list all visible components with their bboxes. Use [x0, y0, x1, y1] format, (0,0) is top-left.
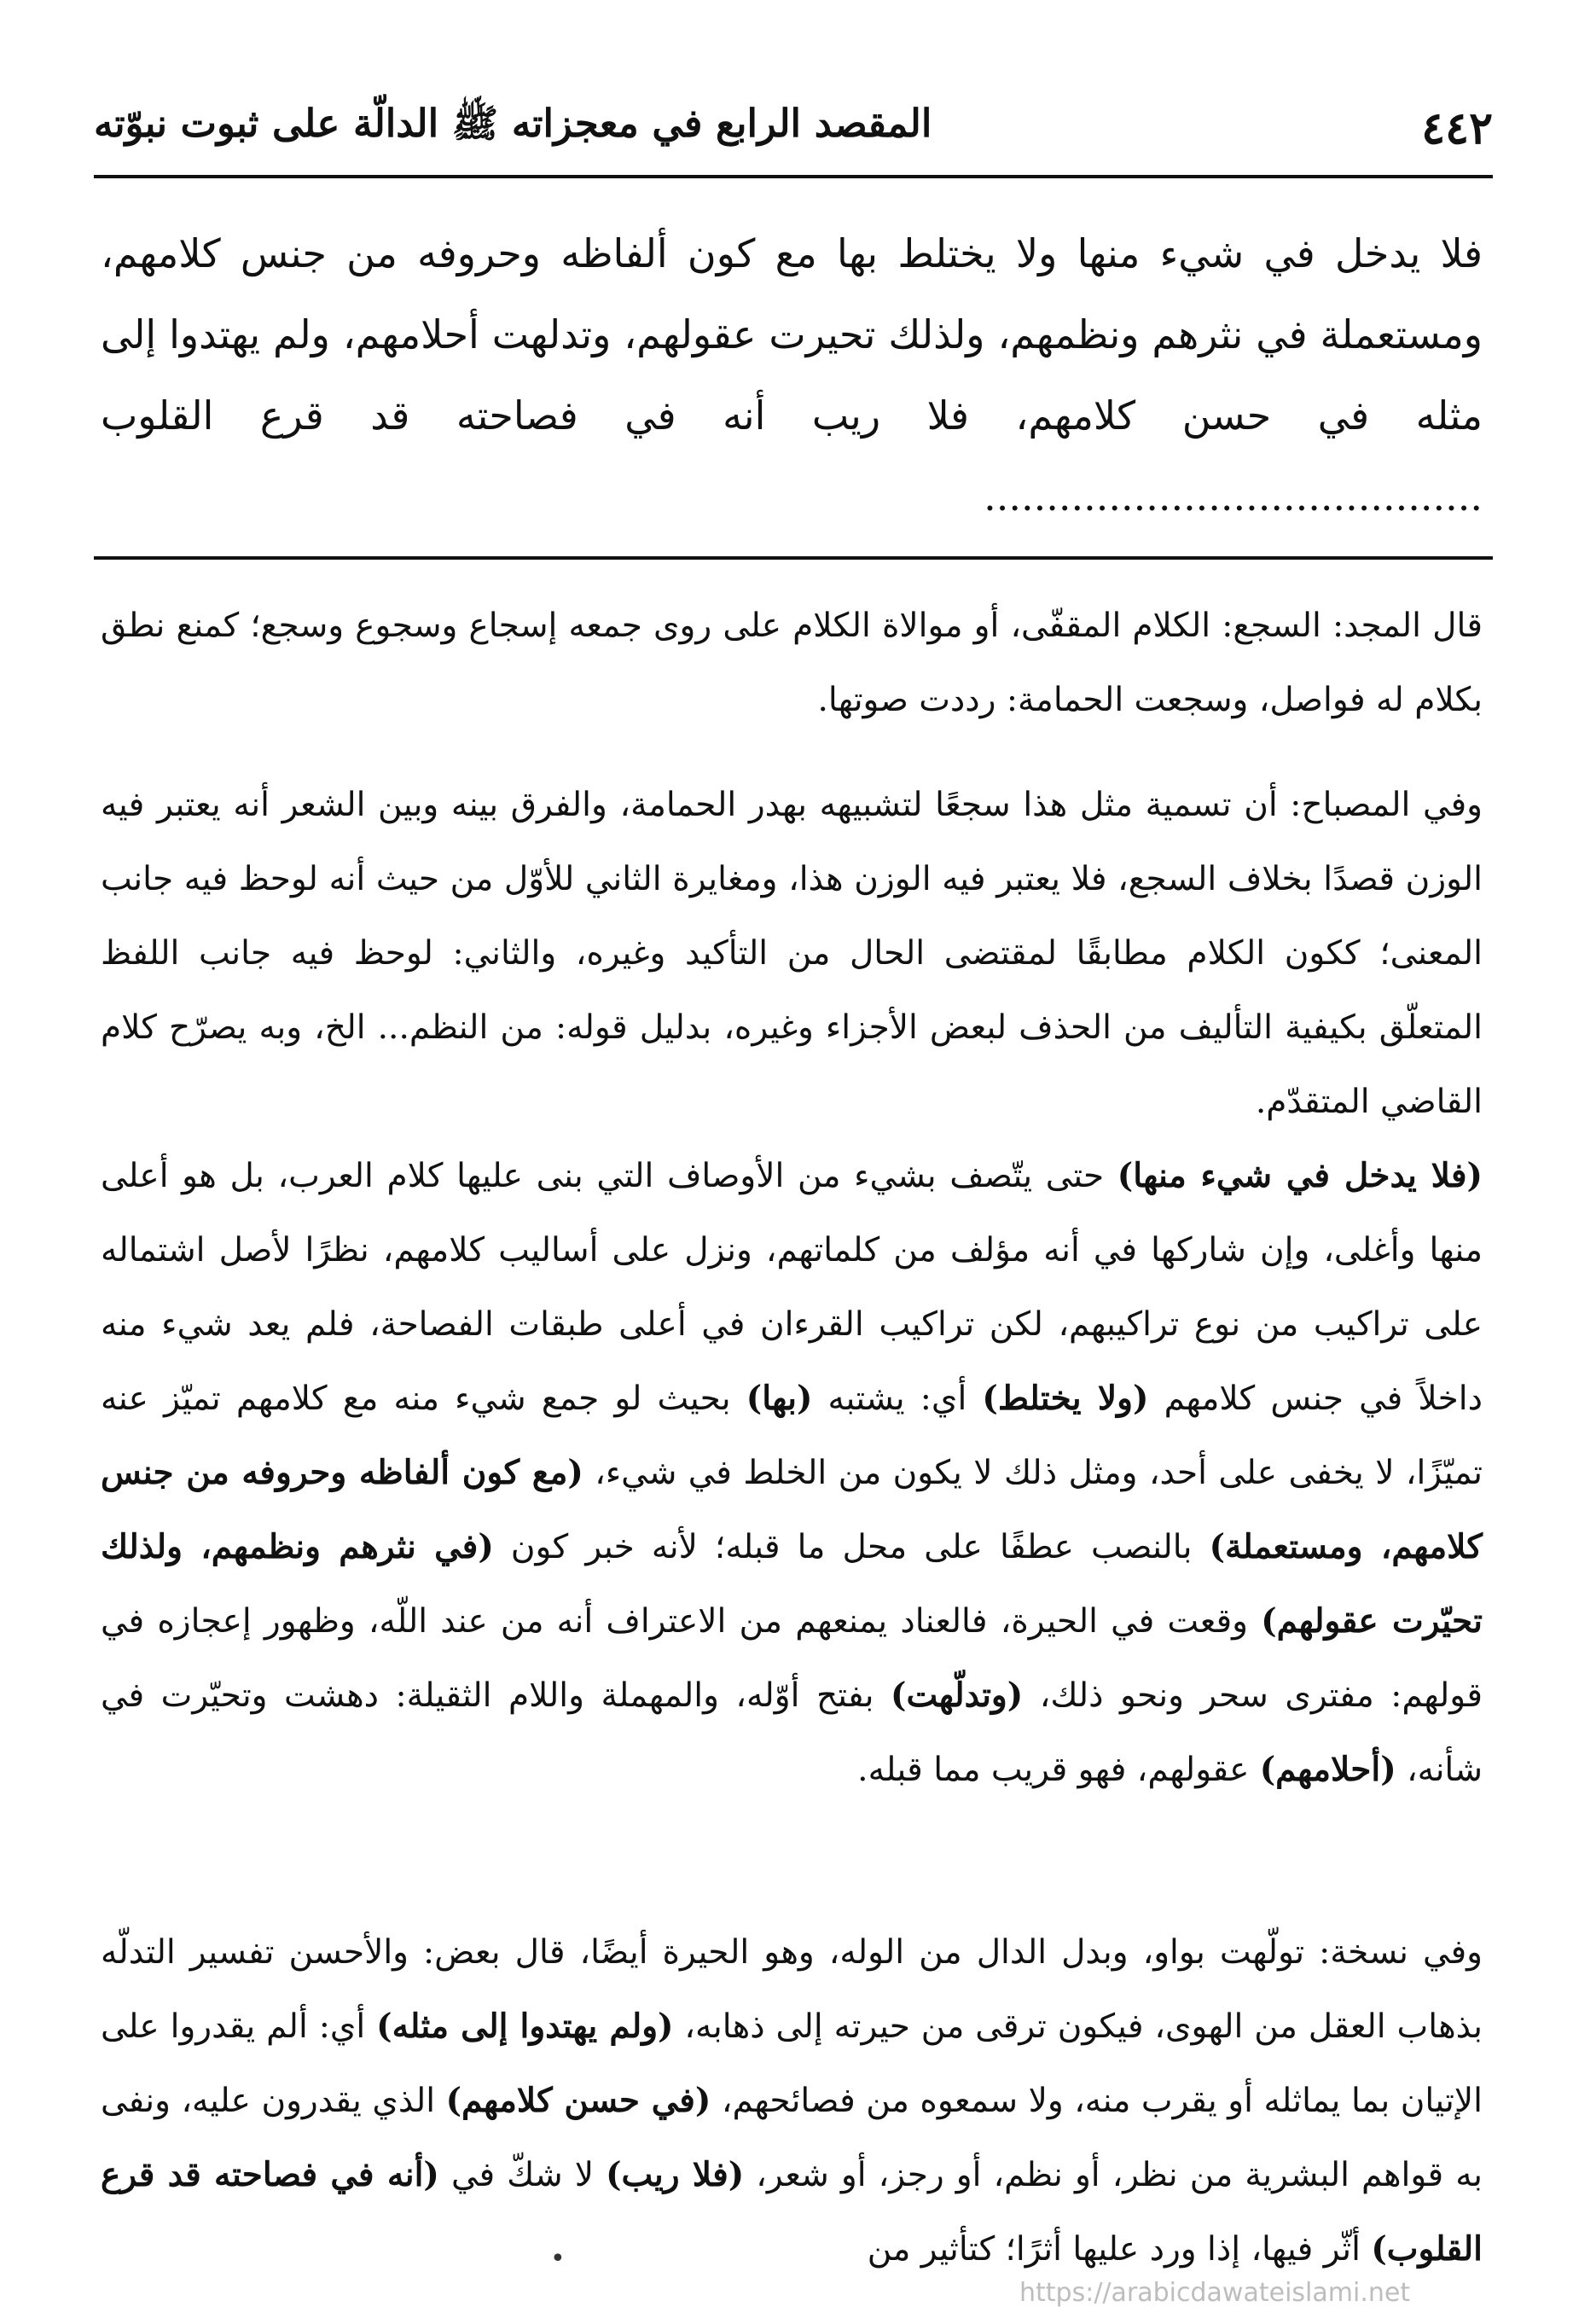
sharh-text: أثّر فيها، إذا ورد عليها أثرًا؛ كتأثير من: [867, 2230, 1372, 2269]
matn-text: [101, 213, 1483, 537]
sharh-text: لا شكّ في: [438, 2156, 607, 2194]
sharh-paragraph-2: [101, 768, 1483, 1139]
page-header: [94, 94, 1493, 162]
sharh-text: وفي نسخة: تولّهت بواو، وبدل الدال من الوله، وهو الحيرة أيضًا، قال بعض: والأحسن تفسير التدلّه بذهاب العقل من الهوى، فيكون ترقى من حيرته إلى ذهابه،: [101, 1933, 1483, 2046]
running-title: المقصد الرابع في معجزاته ﷺ الدالّة على ثبوت نبوّته: [94, 101, 932, 146]
sharh-text: حتى يتّصف بشيء من الأوصاف التي بنى عليها كلام العرب، بل هو أعلى منها وأغلى، وإن شاركها في أنه مؤلف من كلماتهم، ونزل على أساليب كلامهم، نظرًا لأصل اشتماله على تراكيب من نوع تراكيبهم، لكن تراكيب القرءان في أعلى طبقات الفصاحة، فلم يعد شيء منه داخلاً في جنس كلامهم: [101, 1157, 1483, 1418]
sharh-text: الذي يقدرون عليه، ونفى به قواهم البشرية من نظر، أو نظم، أو رجز، أو شعر،: [101, 2082, 1483, 2194]
page-number: ٤٤٢: [1421, 102, 1493, 154]
sharh-paragraph-3: [101, 1139, 1483, 1807]
matn-quote: (في نثرهم ونظمهم، ولذلك تحيّرت عقولهم): [101, 1527, 1483, 1641]
matn-body: فلا يدخل في شيء منها ولا يختلط بها مع كون ألفاظه وحروفه من جنس كلامهم، ومستعملة في نثرهم ونظمهم، ولذلك تحيرت عقولهم، وتدلهت أحلامهم، ولم يهتدوا إلى مثله في حسن كلامهم، فلا ريب أنه في فصاحته قد قرع القلوب: [101, 230, 1483, 439]
page-mark: •: [550, 2244, 566, 2274]
sharh-paragraph-4: [101, 1915, 1483, 2286]
header-rule: [94, 175, 1493, 178]
sharh-text: أي: يشتبه: [812, 1380, 983, 1418]
sharh-text: بالنصب عطفًا على محل ما قبله؛ لأنه خبر كون: [493, 1528, 1210, 1566]
watermark-url: https://arabicdawateislami.net: [1019, 2278, 1411, 2308]
matn-quote: (فلا يدخل في شيء منها): [1117, 1156, 1483, 1195]
matn-quote: (بها): [746, 1379, 813, 1418]
sharh-text: بفتح أوّله، والمهملة واللام الثقيلة: دهشت وتحيّرت في شأنه،: [101, 1676, 1483, 1789]
matn-quote: (ولا يختلط): [982, 1379, 1149, 1418]
matn-dots: ........................................: [984, 474, 1483, 520]
matn-quote: (مع كون ألفاظه وحروفه من جنس كلامهم، ومستعملة): [101, 1453, 1483, 1566]
matn-quote: (في حسن كلامهم): [445, 2081, 711, 2120]
matn-quote: (أنه في فصاحته قد قرع القلوب): [101, 2155, 1483, 2269]
sharh-text: وقعت في الحيرة، فالعناد يمنعهم من الاعتراف أنه من عند اللّه، وظهور إعجازه في قولهم: مفترى سحر ونحو ذلك،: [101, 1602, 1483, 1715]
matn-quote: (فلا ريب): [606, 2155, 745, 2194]
sharh-text: قال المجد: السجع: الكلام المقفّى، أو موالاة الكلام على روى جمعه إسجاع وسجوع وسجع؛ كمنع نطق بكلام له فواصل، وسجعت الحمامة: رددت صوتها.: [101, 607, 1483, 719]
matn-quote: (أحلامهم): [1259, 1750, 1396, 1789]
sharh-text: عقولهم، فهو قريب مما قبله.: [857, 1751, 1260, 1789]
matn-quote: (وتدلّهت): [891, 1676, 1024, 1715]
matn-quote: (ولم يهتدوا إلى مثله): [376, 2007, 674, 2046]
sharh-paragraph-1: [101, 589, 1483, 737]
sharh-text: وفي المصباح: أن تسمية مثل هذا سجعًا لتشبيهه بهدر الحمامة، والفرق بينه وبين الشعر أنه يعتبر فيه الوزن قصدًا بخلاف السجع، فلا يعتبر فيه الوزن هذا، ومغايرة الثاني للأوّل من حيث أنه لوحظ فيه جانب المعنى؛ ككون الكلام مطابقًا لمقتضى الحال من التأكيد وغيره، والثاني: لوحظ فيه جانب اللفظ المتعلّق بكيفية التأليف من الحذف لبعض الأجزاء وغيره، بدليل قوله: من النظم... الخ، وبه يصرّح كلام القاضي المتقدّم.: [101, 786, 1483, 1121]
sharh-text: أي: ألم يقدروا على الإتيان بما يماثله أو يقرب منه، ولا سمعوه من فصائحهم،: [101, 2007, 1483, 2120]
sharh-text: بحيث لو جمع شيء منه مع كلامهم تميّز عنه تميّزًا، لا يخفى على أحد، ومثل ذلك لا يكون من الخلط في شيء،: [101, 1380, 1483, 1492]
matn-separator-rule: [94, 556, 1493, 560]
